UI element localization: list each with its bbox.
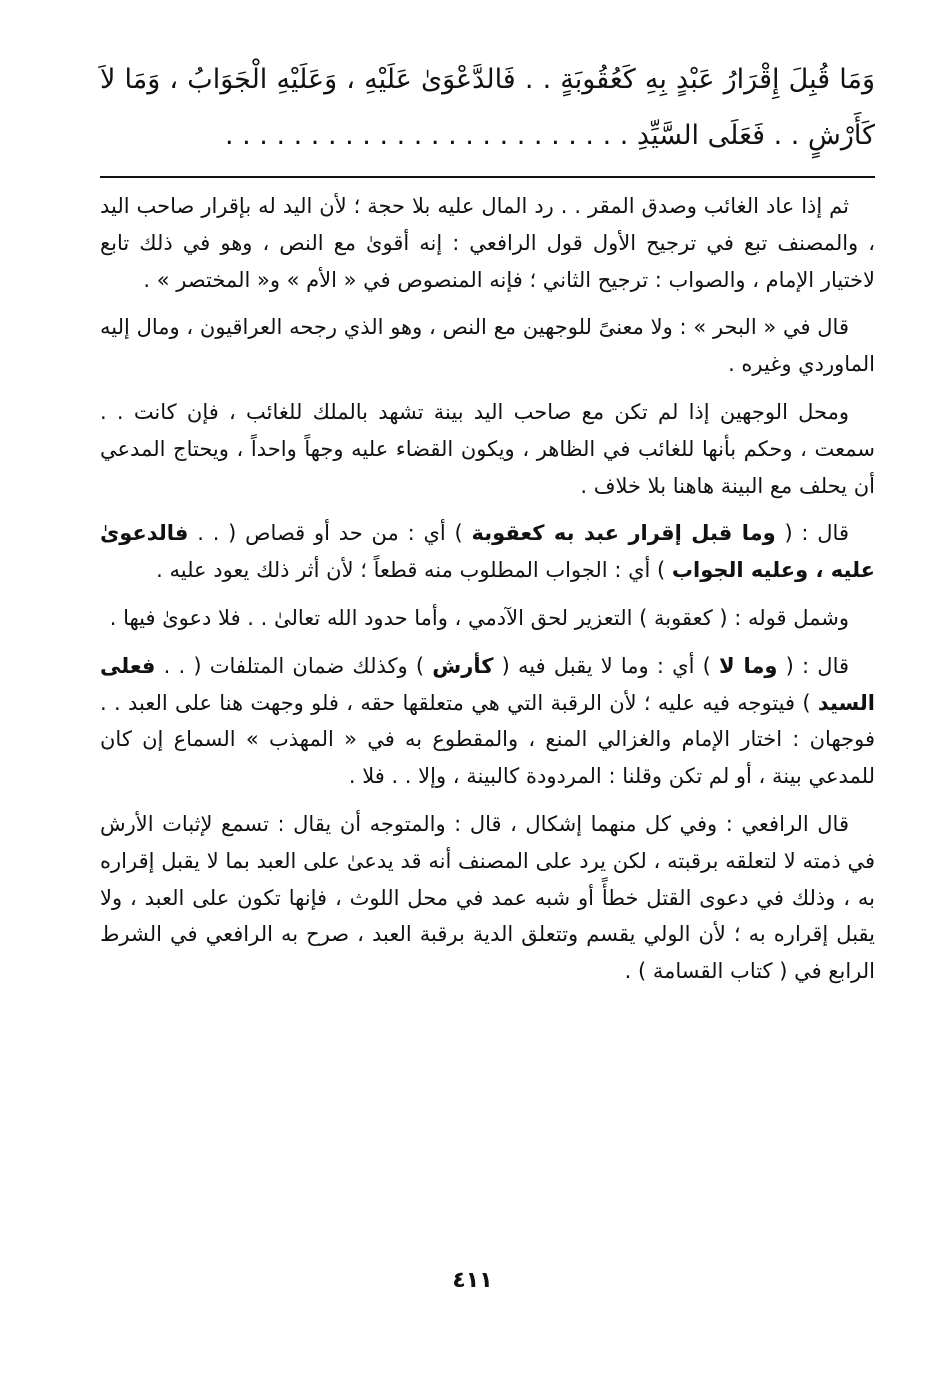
commentary-paragraph-7: قال الرافعي : وفي كل منهما إشكال ، قال : والمتوجه أن يقال : تسمع لإثبات الأرش في ذمته لا لتعلقه برقبته ، لكن يرد على المصنف أنه قد يدعىٰ على العبد بما لا يقبل إقراره به ، وذلك في دعوى القتل خطأً أو شبه عمد في محل اللوث ، فإنها تكون على العبد ، ولا يقبل إقراره به ؛ لأن الولي يقسم وتتعلق الدية برقبة العبد ، صرح به الرافعي في الشرط الرابع في ( كتاب القسامة ) . — [100, 811, 875, 984]
paragraph-text: قال : ( — [775, 521, 849, 546]
commentary-paragraph-1: ثم إذا عاد الغائب وصدق المقر . . رد المال عليه بلا حجة ؛ لأن اليد له بإقرار صاحب اليد ، والمصنف تبع في ترجيح الأول قول الرافعي : إنه أقوىٰ مع النص ، وهو في ذلك تابع لاختيار الإمام ، والصواب : ترجيح الثاني ؛ فإنه المنصوص في « الأم » و« المختصر » . — [100, 194, 875, 292]
paragraph-text: ) أي : وما لا يقبل فيه ( — [493, 653, 720, 678]
page-number: ٤١١ — [452, 1268, 493, 1293]
paragraph-text: ) أي : من حد أو قصاص ( . . — [188, 521, 472, 546]
commentary-paragraph-5: وشمل قوله : ( كعقوبة ) التعزير لحق الآدمي ، وأما حدود الله تعالىٰ . . فلا دعوىٰ فيها . — [109, 605, 849, 630]
matn-text: وَمَا قُبِلَ إِقْرَارُ عَبْدٍ بِهِ كَعُقُوبَةٍ . . فَالدَّعْوَىٰ عَلَيْهِ ، وَعَلَيْهِ الْجَوَابُ ، وَمَا لاَ كَأَرْشٍ . . فَعَلَى السَّيِّدِ . . . . . . . . . . . . . . . . . . . . . . . . — [100, 64, 875, 151]
matn-quote: كأرش — [432, 653, 494, 678]
separator-rule — [100, 176, 875, 178]
commentary-paragraph-6 — [100, 648, 875, 795]
paragraph-text: ) أي : الجواب المطلوب منه قطعاً ؛ لأن أثر ذلك يعود عليه . — [156, 558, 672, 583]
commentary-paragraph-4 — [100, 515, 875, 589]
matn-quote: فعلى السيد — [100, 653, 875, 715]
commentary — [100, 188, 875, 1001]
commentary-paragraph-2: قال في « البحر » : ولا معنىً للوجهين مع النص ، وهو الذي رجحه العراقيون ، ومال إليه الماوردي وغيره . — [100, 315, 875, 377]
matn-quote: وما لا — [719, 653, 778, 678]
paragraph-text: قال : ( — [777, 653, 850, 678]
matn-quote: فالدعوىٰ عليه ، وعليه الجواب — [100, 521, 875, 583]
commentary-paragraph-3: ومحل الوجهين إذا لم تكن مع صاحب اليد بينة تشهد بالملك للغائب ، فإن كانت . . سمعت ، وحكم بأنها للغائب في الظاهر ، ويكون القضاء عليه وجهاً واحداً ، ويحتاج المدعي أن يحلف مع البينة هاهنا بلا خلاف . — [100, 399, 875, 498]
matn-quote: وما قبل إقرار عبد به كعقوبة — [471, 521, 776, 546]
paragraph-text: ) فيتوجه فيه عليه ؛ لأن الرقبة التي هي متعلقها حقه ، فلو وجهت هنا على العبد . . فوجهان : اختار الإمام والغزالي المنع ، والمقطوع به في « المهذب » السماع إن كان للمدعي بينة ، أو لم تكن وقلنا : المردودة كالبينة ، وإلا . . فلا . — [100, 690, 875, 789]
paragraph-text: ) وكذلك ضمان المتلفات ( . . — [155, 653, 433, 678]
